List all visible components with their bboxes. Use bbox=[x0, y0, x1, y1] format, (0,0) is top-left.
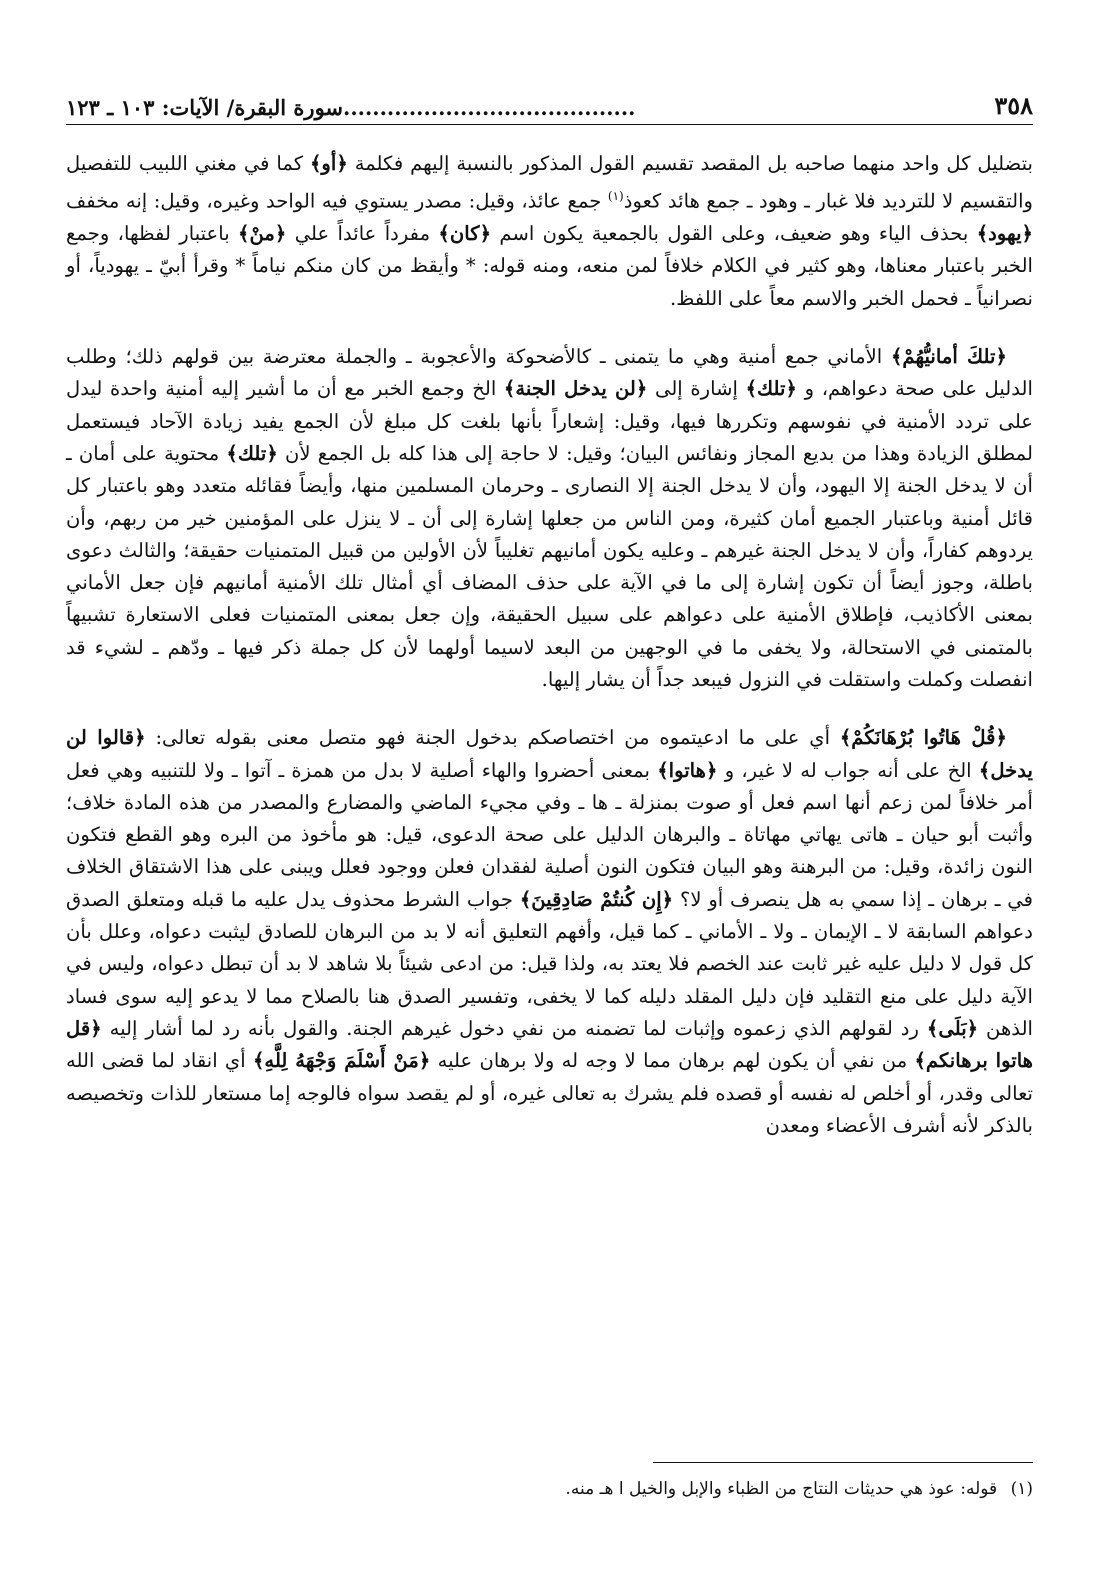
running-header bbox=[66, 86, 1033, 125]
quran-citation: ﴿بَلَى﴾ bbox=[926, 1016, 979, 1040]
quran-citation: ﴿قُلْ هَاتُوا بُرْهَانَكُمْ﴾ bbox=[839, 726, 1007, 750]
footnote-reference: (١) bbox=[607, 189, 624, 204]
body-text bbox=[66, 148, 1033, 1142]
text-run: بحذف الياء وهو ضعيف، وعلى القول بالجمعية يكون اسم bbox=[491, 222, 977, 246]
page-number: ٣٥٨ bbox=[994, 91, 1033, 120]
quran-citation: ﴿إِن كُنتُمْ صَادِقِينَ﴾ bbox=[519, 887, 674, 911]
text-run: جواب الشرط محذوف يدل عليه ما قبله ومتعلق الصدق دعواهم السابقة لا ـ الإيمان ـ ولا ـ الأماني ـ كما قيل، وأفهم التعليق أنه لا بد من البرهان للصادق ليثبت دعواه، وعلل بأن كل قول لا دليل عليه غير ثابت عند الخصم فلا يعتد به، ولذا قيل: من ادعى شيئاً بلا شاهد لا بد أن تبطل دعواه، وليس في الآية دليل على منع التقليد فإن دليل المقلد دليله كما لا يخفى، وتفسير الصدق هنا بالصلاح مما لا يدعو إليه سوى فساد الذهن bbox=[66, 887, 1033, 1040]
footnote-marker: (١) bbox=[1010, 1479, 1033, 1499]
quran-citation: ﴿يهود﴾ bbox=[976, 222, 1033, 246]
quran-citation: ﴿لن يدخل الجنة﴾ bbox=[503, 377, 648, 401]
footnotes bbox=[66, 1476, 1033, 1502]
quran-citation: ﴿كان﴾ bbox=[438, 222, 492, 246]
text-run: كما في مغني اللبيب للتفصيل والتقسيم لا للترديد فلا غبار ـ وهود ـ جمع هائد كعوذ bbox=[66, 152, 1033, 213]
text-run: إشارة إلى bbox=[647, 377, 746, 401]
footnote-text: قوله: عوذ هي حديثات النتاج من الظباء والإبل والخيل ا هـ منه. bbox=[565, 1479, 998, 1499]
quran-citation: ﴿هاتوا﴾ bbox=[657, 758, 718, 782]
text-run: أي انقاد لما قضى الله تعالى وقدر، أو أخلص له نفسه أو قصده فلم يشرك به تعالى غيره، أو لم يقصد سواه فالوجه إما مستعار للذات وتخصيصه بالذكر لأنه أشرف الأعضاء ومعدن bbox=[66, 1049, 1033, 1137]
quran-citation: ﴿مَنْ أَسْلَمَ وَجْهَهُ لِلَّهِ﴾ bbox=[252, 1049, 431, 1073]
text-run: جمع عائذ، وقيل: مصدر يستوي فيه الواحد وغيره، وقيل: إنه مخفف bbox=[66, 189, 608, 213]
text-run: الخ على أنه جواب له لا غير، و bbox=[717, 758, 979, 782]
section-title bbox=[66, 95, 635, 120]
footnote-divider bbox=[653, 1462, 1033, 1463]
quran-citation: ﴿أو﴾ bbox=[309, 152, 348, 175]
quran-citation: ﴿تلك﴾ bbox=[226, 441, 278, 465]
quran-citation: ﴿قل هاتوا برهانكم﴾ bbox=[66, 1016, 1033, 1073]
paragraph-1 bbox=[66, 148, 1033, 315]
header-title-text: سورة البقرة/ الآيات: ١٠٣ ـ ١٢٣ bbox=[66, 95, 344, 120]
text-run: بمعنى أحضروا والهاء أصلية لا بدل من همزة ـ آتوا ـ ولا للتنبيه وهي فعل أمر خلافاً لمن زعم أنها اسم فعل أو صوت بمنزلة ـ ها ـ وفي مجيء الماضي والمضارع والمصدر من هذه المادة خلاف؛ وأثبت أبو حيان ـ هاتى يهاتي مهاتاة ـ والبرهان الدليل على صحة الدعوى، قيل: هو مأخوذ من البره وهو القطع فتكون النون زائدة، وقيل: من البرهنة وهو البيان فتكون النون أصلية لفقدان فعلن ووجود فعلل ويبنى على هذا الاشتقاق الخلاف في ـ برهان ـ إذا سمي به هل ينصرف أو لا؟ bbox=[66, 758, 1033, 911]
quran-citation: ﴿منْ﴾ bbox=[237, 222, 287, 246]
text-run: من نفي أن يكون لهم برهان مما لا وجه له ولا برهان عليه bbox=[430, 1049, 915, 1073]
paragraph-2 bbox=[66, 341, 1033, 696]
text-run: مفرداً عائداً علي bbox=[286, 222, 439, 246]
quran-citation: ﴿تلك﴾ bbox=[745, 377, 797, 401]
text-run: أي على ما ادعيتموه من اختصاصكم بدخول الجنة فهو متصل معنى بقوله تعالى: bbox=[145, 726, 840, 750]
quran-citation: ﴿قالوا لن يدخل﴾ bbox=[66, 726, 1034, 782]
paragraph-gap bbox=[66, 696, 1033, 722]
paragraph-3 bbox=[66, 722, 1033, 1142]
text-run: بتضليل كل واحد منهما صاحبه بل المقصد تقسيم القول المذكور بالنسبة إليهم فكلمة bbox=[347, 152, 1033, 175]
text-run: الأماني جمع أمنية وهي ما يتمنى ـ كالأضحوكة والأعجوبة ـ والجملة معترضة بين قولهم ذلك؛ وطلب الدليل على صحة دعواهم، و bbox=[66, 345, 1033, 401]
text-run: الخ وجمع الخبر مع أن ما أشير إليه أمنية واحدة ليدل على تردد الأمنية في نفوسهم وتكررها فيها، وقيل: إشعاراً بأنها بلغت كل مبلغ لأن الجمع يفيد زيادة الآحاد فيستعمل لمطلق الزيادة وهذا من بديع المجاز ونفائس البيان؛ وقيل: لا حاجة إلى هذا كله بل الجمع لأن bbox=[66, 377, 1033, 465]
paragraph-gap bbox=[66, 315, 1033, 341]
text-run: باعتبار لفظها، وجمع الخبر باعتبار معناها، وهو كثير في الكلام خلافاً لمن منعه، ومنه قوله: * وأيقظ من كان منكم نياماً * وقرأ أبيّ ـ يهودياً، أو نصرانياً ـ فحمل الخبر والاسم معاً على اللفظ. bbox=[66, 222, 1033, 310]
text-run: رد لقولهم الذي زعموه وإثبات لما تضمنه من نفي دخول غيرهم الجنة. والقول بأنه رد لما أشار إليه bbox=[101, 1016, 927, 1040]
text-run: محتوية على أمان ـ أن لا يدخل الجنة إلا اليهود، وأن لا يدخل الجنة إلا النصارى ـ وحرمان المسلمين منها، وأيضاً فقائله متعدد وهو باعتبار كل قائل أمنية وباعتبار الجميع أمان كثيرة، ومن الناس من جعلها إشارة إلى أن ـ لا ينزل على المؤمنين خير من ربهم، وأن يردوهم كفاراً، وأن لا يدخل الجنة غيرهم ـ وعليه يكون أمانيهم تغليباً لأن الأولين من قبيل المتمنيات حقيقة؛ والثالث دعوى باطلة، وجوز أيضاً أن تكون إشارة إلى ما في الآية على حذف المضاف أي أمثال تلك الأمنية أمانيهم فإن جعل الأماني بمعنى الأكاذيب، فإطلاق الأمنية على دعواهم على سبيل الحقيقة، وإن جعل بمعنى المتمنيات فعلى الاستعارة تشبيهاً بالمتمنى في الاستحالة، ولا يخفى ما في الوجهين من البعد لاسيما أولهما لأن كل جملة ذكر فيها ـ ودّهم ـ لشيء قد انفصلت وكملت واستقلت في النزول فيبعد جداً أن يشار إليها. bbox=[66, 441, 1033, 691]
header-dots: ........................................ bbox=[343, 95, 636, 120]
quran-citation: ﴿تلكَ أمانيُّهُمْ﴾ bbox=[890, 345, 1007, 369]
